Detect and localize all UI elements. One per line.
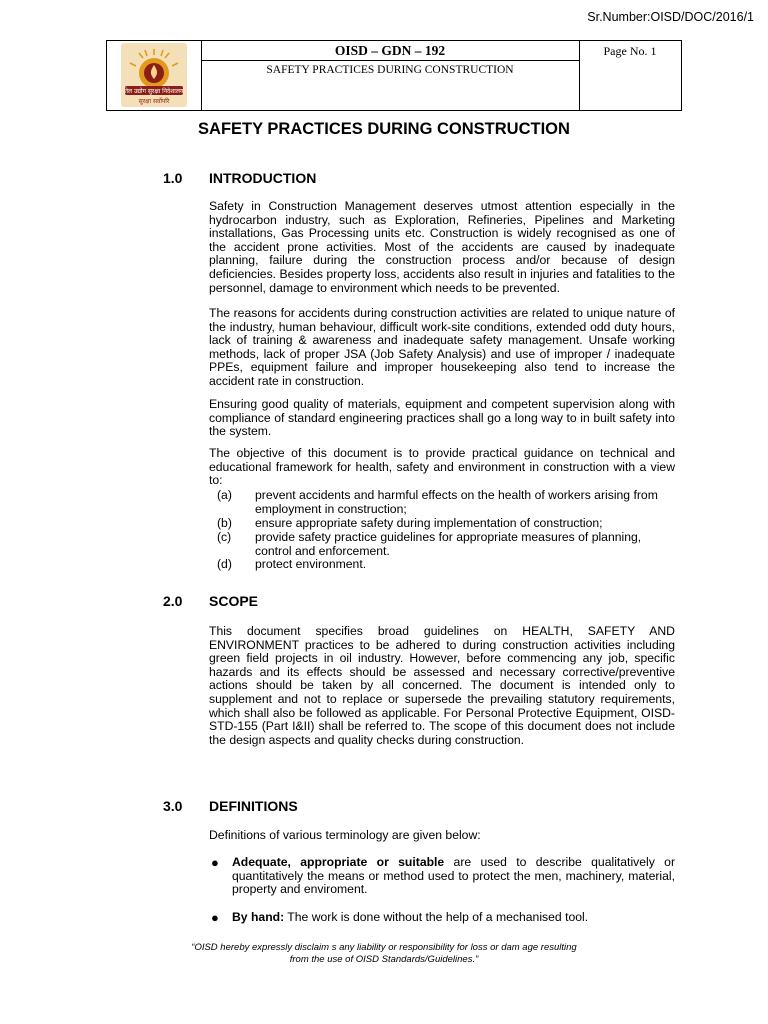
header-subtitle: SAFETY PRACTICES DURING CONSTRUCTION bbox=[266, 64, 514, 76]
section-1-number: 1.0 bbox=[163, 170, 183, 186]
definition-item bbox=[209, 911, 675, 925]
list-label: (a) bbox=[217, 488, 232, 502]
header-middle-cell bbox=[201, 41, 580, 110]
section-1-title: INTRODUCTION bbox=[209, 170, 317, 186]
scope-paragraph: This document specifies broad guidelines on HEALTH, SAFETY AND ENVIRONMENT practices to be adhered to during construction activities including green field projects in oil industry. However, before commencing any job, specific hazards and its effects should be assessed and necessary corrective/preventive actions should be taken by all concerned. The document is intended only to supplement and not to replace or supersede the prevailing statutory requirements, which shall also be followed as applicable. For Personal Protective Equipment, OISD-STD-155 (Part I&II) shall be referred to. The scope of this document does not include the design aspects and quality checks during construction. bbox=[209, 624, 675, 747]
document-header-table bbox=[106, 40, 682, 111]
definition-text: The work is done without the help of a mechanised tool. bbox=[284, 910, 589, 924]
serial-number: Sr.Number:OISD/DOC/2016/1 bbox=[587, 10, 754, 24]
list-label: (c) bbox=[217, 530, 232, 544]
definition-text: are used to describe qualitatively or quantitatively the means or method used to protect the men, machinery, material, property and enviroment. bbox=[232, 855, 675, 897]
document-title: SAFETY PRACTICES DURING CONSTRUCTION bbox=[198, 120, 570, 138]
section-2-number: 2.0 bbox=[163, 593, 183, 609]
section-3-title: DEFINITIONS bbox=[209, 798, 298, 814]
disclaimer-line-1: “OISD hereby expressly disclaim s any liability or responsibility for loss or dam age resulting bbox=[191, 942, 577, 953]
disclaimer-footer bbox=[0, 942, 768, 966]
list-text: protect environment. bbox=[255, 557, 367, 571]
list-label: (d) bbox=[217, 557, 232, 571]
list-label: (b) bbox=[217, 516, 232, 530]
intro-paragraph-2: The reasons for accidents during construction activities are related to unique nature of the industry, human behaviour, difficult work-site conditions, extended odd duty hours, lack of training & awareness and inadequate safety management. Unsafe working methods, lack of proper JSA (Job Safety Analysis) and use of improper / inadequate PPEs, equipment failure and improper housekeeping also tend to increase the accident rate in construction. bbox=[209, 306, 675, 388]
intro-paragraph-4: The objective of this document is to provide practical guidance on technical and educational framework for health, safety and environment in construction with a view to: bbox=[209, 446, 675, 488]
bullet-dot: ● bbox=[211, 855, 219, 870]
disclaimer-line-2: from the use of OISD Standards/Guidelines.” bbox=[289, 954, 479, 965]
logo-bottom-text: सुरक्षा सर्वोपरि bbox=[138, 98, 170, 105]
list-text: prevent accidents and harmful effects on the health of workers arising from employment in construction; bbox=[255, 488, 658, 516]
logo-top-text: तेल उद्योग सुरक्षा निदेशालय bbox=[124, 88, 184, 95]
definition-term: Adequate, appropriate or suitable bbox=[232, 855, 445, 869]
document-code: OISD – GDN – 192 bbox=[201, 41, 579, 61]
definition-item bbox=[209, 856, 675, 897]
bullet-dot: ● bbox=[211, 910, 219, 925]
definitions-intro: Definitions of various terminology are given below: bbox=[209, 828, 481, 842]
oisd-logo bbox=[107, 41, 201, 110]
list-text: provide safety practice guidelines for appropriate measures of planning, control and enforcement. bbox=[255, 530, 642, 558]
list-text: ensure appropriate safety during implementation of construction; bbox=[255, 516, 603, 530]
definition-term: By hand: bbox=[232, 910, 285, 924]
logo-cell bbox=[107, 41, 202, 110]
section-3-number: 3.0 bbox=[163, 798, 183, 814]
page-number: Page No. 1 bbox=[603, 44, 657, 58]
intro-paragraph-3: Ensuring good quality of materials, equipment and competent supervision along with compliance of standard engineering practices shall go a long way to in built safety into the system. bbox=[209, 397, 675, 439]
intro-paragraph-1: Safety in Construction Management deserves utmost attention especially in the hydrocarbon industry, such as Exploration, Refineries, Pipelines and Marketing installations, Gas Processing units etc. Construction is widely recognised as one of the accident prone activities. Most of the accidents are caused by inadequate planning, failure during the construction process and/or because of design deficiencies. Besides property loss, accidents also result in injuries and fatalities to the personnel, damage to environment which needs to be prevented. bbox=[209, 199, 675, 295]
section-2-title: SCOPE bbox=[209, 593, 259, 609]
